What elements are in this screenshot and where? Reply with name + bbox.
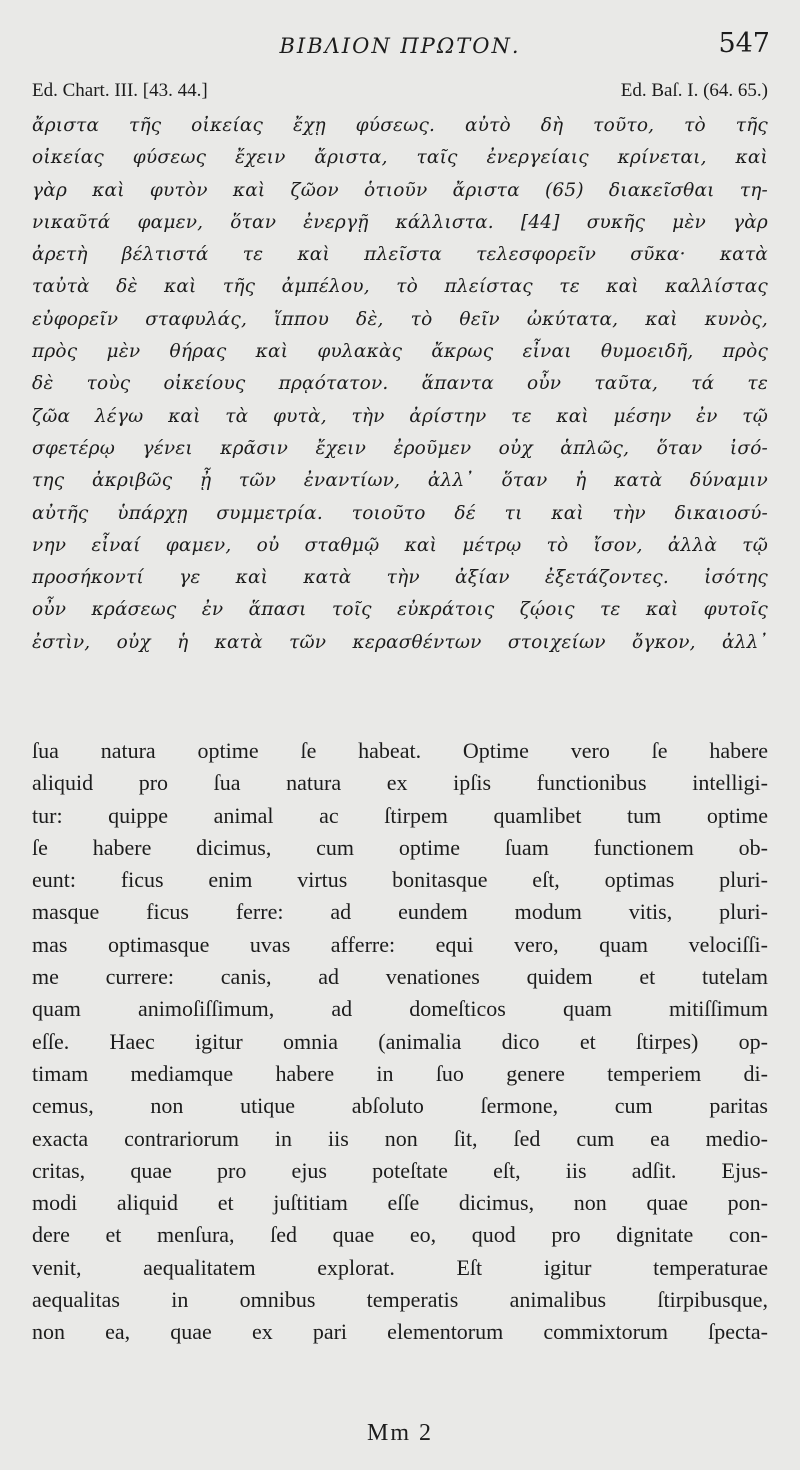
latin-line: mas optimasque uvas afferre: equi vero, quam velociſſi- — [32, 931, 768, 957]
running-title: ΒΙΒΛΙΟΝ ΠΡΩΤΟΝ. — [279, 34, 521, 58]
greek-line: της ἀκριβῶς ᾖ τῶν ἐναντίων, ἀλλ᾿ ὅταν ἡ κατὰ δύναμιν — [32, 470, 768, 492]
latin-line: masque ficus ferre: ad eundem modum vitis, pluri- — [32, 899, 768, 925]
greek-line: ἄριστα τῆς οἰκείας ἔχῃ φύσεως. αὐτὸ δὴ τοῦτο, τὸ τῆς — [32, 115, 768, 136]
latin-line: non ea, quae ex pari elementorum commixtorum ſpecta- — [32, 1319, 768, 1345]
latin-line: tur: quippe animal ac ſtirpem quamlibet tum optime — [32, 802, 768, 828]
latin-line: cemus, non utique abſoluto ſermone, cum paritas — [32, 1093, 768, 1119]
greek-line: προσήκοντί γε καὶ κατὰ τὴν ἀξίαν ἐξετάζοντες. ἰσότης — [32, 567, 768, 589]
latin-line: modi aliquid et juſtitiam eſſe dicimus, non quae pon- — [32, 1190, 768, 1216]
latin-line: exacta contrariorum in iis non ſit, ſed cum ea medio- — [32, 1125, 768, 1151]
page-number: 547 — [718, 28, 770, 59]
signature-mark: Mm 2 — [366, 1420, 433, 1446]
greek-line: πρὸς μὲν θήρας καὶ φυλακὰς ἄκρως εἶναι θυμοειδῆ, πρὸς — [32, 341, 768, 363]
greek-line: νικαῦτά φαμεν, ὅταν ἐνεργῇ κάλλιστα. [44] συκῆς μὲν γὰρ — [32, 211, 768, 233]
greek-line: ἐστὶν, οὐχ ἡ κατὰ τῶν κερασθέντων στοιχείων ὄγκον, ἀλλ᾿ — [32, 631, 768, 653]
running-head — [0, 28, 800, 58]
greek-line: οὖν κράσεως ἐν ἅπασι τοῖς εὐκράτοις ζῴοις τε καὶ φυτοῖς — [32, 599, 768, 621]
latin-line: me currere: canis, ad venationes quidem et tutelam — [32, 964, 768, 990]
latin-line: eunt: ficus enim virtus bonitasque eſt, optimas pluri- — [32, 867, 768, 893]
latin-line: eſſe. Haec igitur omnia (animalia dico et ſtirpes) op- — [32, 1028, 768, 1054]
greek-line: νην εἶναί φαμεν, οὐ σταθμῷ καὶ μέτρῳ τὸ ἴσον, ἀλλὰ τῷ — [32, 534, 768, 556]
greek-line: αὐτῆς ὑπάρχῃ συμμετρία. τοιοῦτο δέ τι καὶ τὴν δικαιοσύ- — [32, 502, 768, 524]
edition-basel-reference: Ed. Baſ. I. (64. 65.) — [620, 80, 768, 101]
greek-line: οἰκείας φύσεως ἔχειν ἄριστα, ταῖς ἐνεργείαις κρίνεται, καὶ — [32, 147, 768, 169]
latin-line: venit, aequalitatem explorat. Eſt igitur temperaturae — [32, 1254, 768, 1280]
latin-line: critas, quae pro ejus poteſtate eſt, iis adſit. Ejus- — [32, 1157, 768, 1183]
latin-line: quam animoſiſſimum, ad domeſticos quam mitiſſimum — [32, 996, 768, 1022]
greek-line: ταὐτὰ δὲ καὶ τῆς ἀμπέλου, τὸ πλείστας τε καὶ καλλίστας — [32, 276, 768, 298]
latin-line: aequalitas in omnibus temperatis animalibus ſtirpibusque, — [32, 1287, 768, 1313]
greek-line: δὲ τοὺς οἰκείους πρᾳότατον. ἅπαντα οὖν ταῦτα, τά τε — [32, 373, 768, 395]
greek-text-block — [32, 110, 768, 659]
greek-line: εὐφορεῖν σταφυλάς, ἵππου δὲ, τὸ θεῖν ὠκύτατα, καὶ κυνὸς, — [32, 308, 768, 330]
greek-line: ζῶα λέγω καὶ τὰ φυτὰ, τὴν ἀρίστην τε καὶ μέσην ἐν τῷ — [32, 405, 768, 427]
latin-line: ſe habere dicimus, cum optime ſuam functionem ob- — [32, 834, 768, 860]
latin-translation-block — [32, 735, 768, 1349]
latin-line: timam mediamque habere in ſuo genere temperiem di- — [32, 1060, 768, 1086]
greek-line: γὰρ καὶ φυτὸν καὶ ζῶον ὁτιοῦν ἄριστα (65) διακεῖσθαι τη- — [32, 179, 768, 201]
latin-line: aliquid pro ſua natura ex ipſis functionibus intelligi- — [32, 770, 768, 796]
edition-chartier-reference: Ed. Chart. III. [43. 44.] — [32, 80, 208, 101]
latin-line: dere et menſura, ſed quae eo, quod pro dignitate con- — [32, 1222, 768, 1248]
latin-line: ſua natura optime ſe habeat. Optime vero ſe habere — [32, 738, 768, 763]
edition-reference-line — [32, 80, 768, 106]
greek-line: ἀρετὴ βέλτιστά τε καὶ πλεῖστα τελεσφορεῖν σῦκα· κατὰ — [32, 244, 768, 266]
greek-line: σφετέρῳ γένει κρᾶσιν ἔχειν ἐροῦμεν οὐχ ἁπλῶς, ὅταν ἰσό- — [32, 437, 768, 459]
